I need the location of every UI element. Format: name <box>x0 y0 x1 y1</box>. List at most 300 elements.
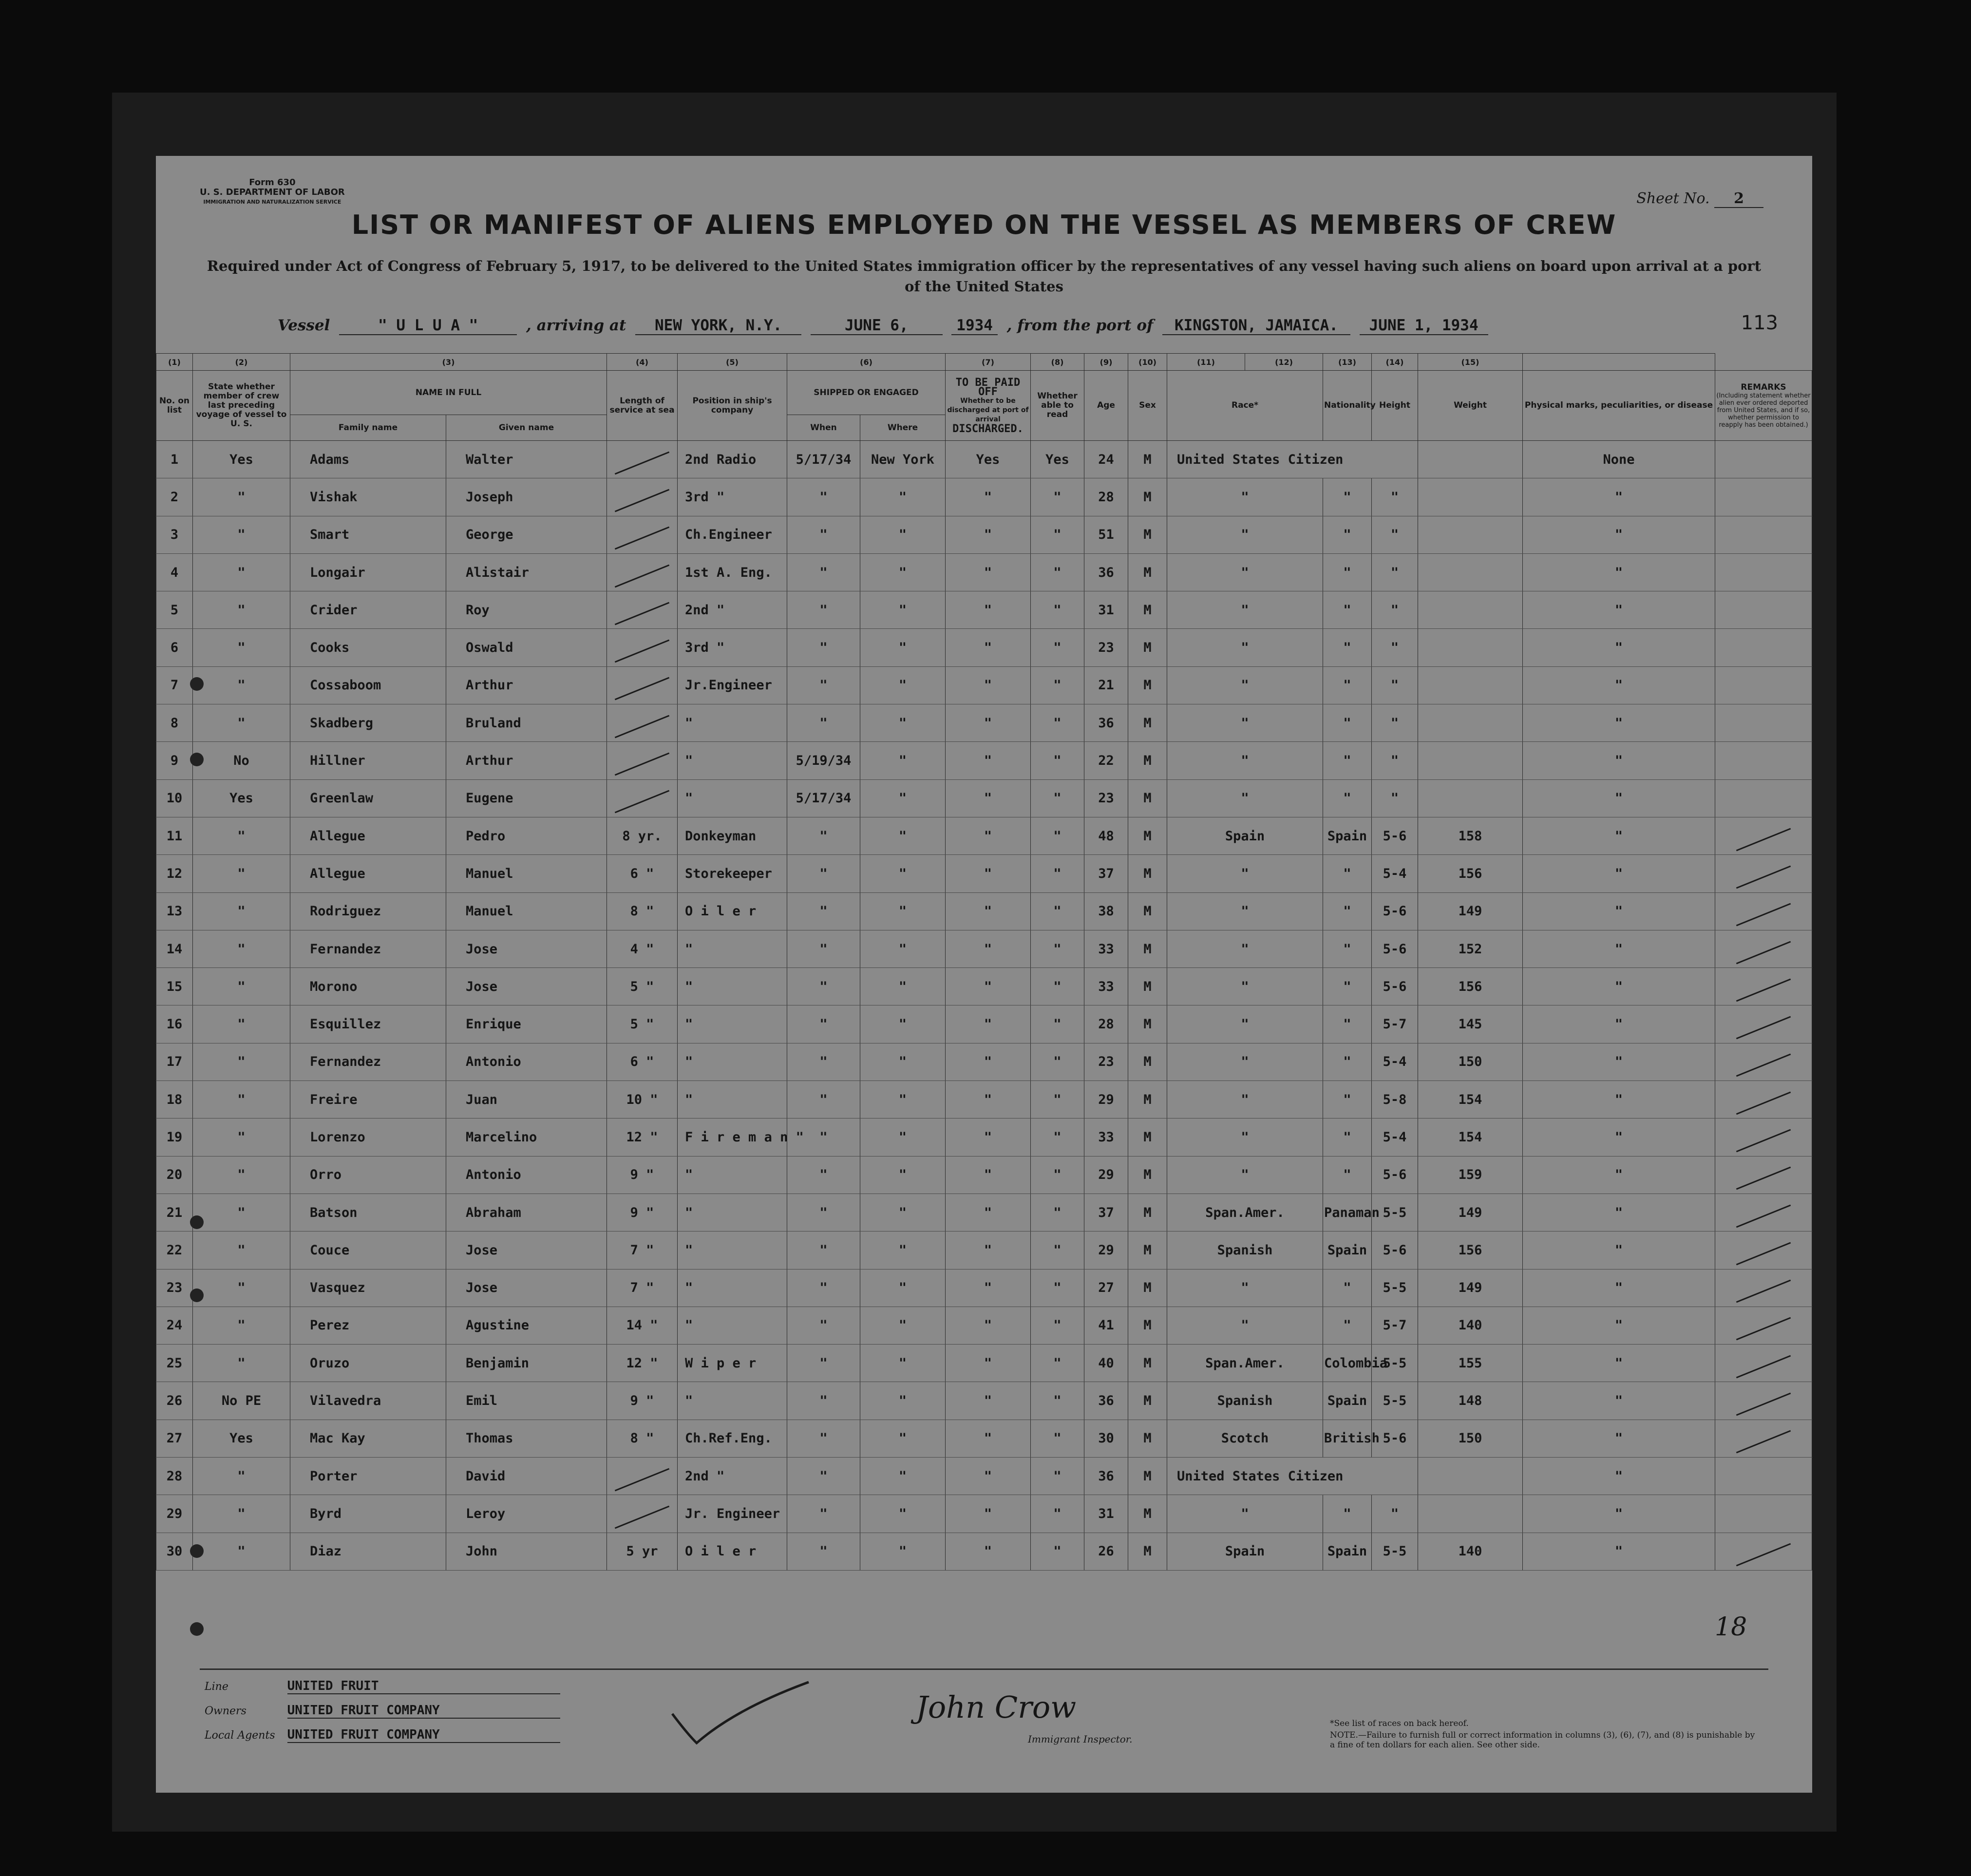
family-name-cell: Oruzo <box>290 1345 446 1382</box>
position-cell: Ch.Engineer <box>678 516 787 553</box>
shipped-when-cell: " <box>787 1533 860 1570</box>
shipped-where-cell: " <box>860 742 946 779</box>
previous-voyage-cell: " <box>193 1495 290 1533</box>
family-name-cell: Longair <box>290 553 446 591</box>
owners-value: UNITED FRUIT COMPANY <box>287 1703 560 1719</box>
header-shipped-or-engaged: SHIPPED OR ENGAGED <box>787 371 946 415</box>
penalty-note: NOTE.—Failure to furnish full or correct information in columns (3), (6), (7), and (8) is punishable by a fine of ten dollars for each alien. See other side. <box>1330 1730 1755 1750</box>
family-name-cell: Orro <box>290 1156 446 1194</box>
weight-cell: 149 <box>1418 892 1523 930</box>
remarks-cell <box>1715 1043 1812 1080</box>
remarks-cell <box>1715 1533 1812 1570</box>
nationality-cell: " <box>1323 1081 1372 1118</box>
row-number-cell: 6 <box>156 629 193 666</box>
check-stroke <box>1736 978 1791 1002</box>
vessel-line <box>278 317 1488 334</box>
able-to-read-cell: " <box>1031 1156 1084 1194</box>
remarks-cell <box>1715 930 1812 967</box>
header-discharged <box>946 371 1031 441</box>
header-row <box>156 371 1812 415</box>
height-cell: 5-6 <box>1372 930 1418 967</box>
age-cell: 28 <box>1084 478 1128 516</box>
length-of-service-cell: 5 " <box>607 968 678 1005</box>
shipped-when-cell: " <box>787 1269 860 1307</box>
arriving-label: , arriving at <box>526 317 626 334</box>
nationality-cell: " <box>1323 779 1372 817</box>
table-row <box>156 1420 1812 1457</box>
check-mark <box>667 1680 814 1748</box>
header-where: Where <box>860 415 946 441</box>
age-cell: 36 <box>1084 553 1128 591</box>
shipped-when-cell: " <box>787 968 860 1005</box>
shipped-where-cell: " <box>860 516 946 553</box>
previous-voyage-cell: " <box>193 817 290 854</box>
physical-marks-cell: " <box>1523 553 1715 591</box>
check-stroke <box>1736 1167 1791 1190</box>
physical-marks-cell: " <box>1523 817 1715 854</box>
sheet-label: Sheet No. <box>1636 190 1710 207</box>
position-cell: " <box>678 968 787 1005</box>
remarks-cell <box>1715 516 1812 553</box>
physical-marks-cell: " <box>1523 591 1715 629</box>
family-name-cell: Esquillez <box>290 1005 446 1043</box>
check-stroke <box>1736 1091 1791 1115</box>
shipped-when-cell: " <box>787 930 860 967</box>
table-row <box>156 779 1812 817</box>
family-name-cell: Cossaboom <box>290 666 446 704</box>
physical-marks-cell: " <box>1523 968 1715 1005</box>
discharged-cell: " <box>946 1533 1031 1570</box>
paid-off-stamp: TO BE PAID OFF <box>955 376 1021 398</box>
able-to-read-cell: " <box>1031 817 1084 854</box>
footer-block <box>200 1668 1768 1767</box>
family-name-cell: Byrd <box>290 1495 446 1533</box>
discharged-cell: " <box>946 930 1031 967</box>
length-of-service-cell: 9 " <box>607 1382 678 1420</box>
check-stroke <box>615 564 669 587</box>
sex-cell: M <box>1128 1458 1167 1495</box>
given-name-cell: Jose <box>446 968 607 1005</box>
crew-rows <box>156 441 1812 1571</box>
sheet-number <box>1636 190 1763 207</box>
race-cell: " <box>1167 968 1323 1005</box>
able-to-read-cell: " <box>1031 1307 1084 1344</box>
remarks-note: (Including statement whether alien ever ordered deported from United States, and if so, whether permission to reapply has been obtained.) <box>1716 392 1811 429</box>
row-number-cell: 27 <box>156 1420 193 1457</box>
age-cell: 26 <box>1084 1533 1128 1570</box>
previous-voyage-cell: " <box>193 553 290 591</box>
discharged-cell: " <box>946 591 1031 629</box>
given-name-cell: Benjamin <box>446 1345 607 1382</box>
tally-number: 18 <box>1715 1612 1747 1642</box>
weight-cell: 156 <box>1418 1232 1523 1269</box>
arrival-date: JUNE 6, <box>811 317 943 335</box>
nationality-cell: " <box>1323 516 1372 553</box>
table-row <box>156 1156 1812 1194</box>
header-no-on-list: No. on list <box>156 371 193 441</box>
remarks-cell <box>1715 1269 1812 1307</box>
physical-marks-cell: " <box>1523 1156 1715 1194</box>
shipped-where-cell: " <box>860 1232 946 1269</box>
column-number-row <box>156 354 1812 371</box>
race-cell: Spanish <box>1167 1382 1323 1420</box>
physical-marks-cell: " <box>1523 704 1715 742</box>
sex-cell: M <box>1128 1307 1167 1344</box>
weight-cell: 149 <box>1418 1269 1523 1307</box>
position-cell: " <box>678 1269 787 1307</box>
given-name-cell: Thomas <box>446 1420 607 1457</box>
previous-voyage-cell: " <box>193 855 290 892</box>
shipped-when-cell: " <box>787 591 860 629</box>
physical-marks-cell: " <box>1523 1269 1715 1307</box>
family-name-cell: Smart <box>290 516 446 553</box>
position-cell: " <box>678 704 787 742</box>
form-number: Form 630 <box>249 177 296 188</box>
shipped-when-cell: " <box>787 892 860 930</box>
position-cell: 3rd " <box>678 478 787 516</box>
nationality-cell: Panaman <box>1323 1194 1372 1231</box>
discharged-cell: " <box>946 779 1031 817</box>
height-cell: " <box>1372 516 1418 553</box>
remarks-cell <box>1715 1232 1812 1269</box>
sex-cell: M <box>1128 1081 1167 1118</box>
height-cell: 5-7 <box>1372 1005 1418 1043</box>
age-cell: 33 <box>1084 930 1128 967</box>
header-age: Age <box>1084 371 1128 441</box>
given-name-cell: Walter <box>446 441 607 478</box>
check-stroke <box>615 1468 669 1491</box>
row-number-cell: 26 <box>156 1382 193 1420</box>
col-num: (3) <box>290 354 607 371</box>
given-name-cell: John <box>446 1533 607 1570</box>
position-cell: Storekeeper <box>678 855 787 892</box>
previous-voyage-cell: " <box>193 1081 290 1118</box>
able-to-read-cell: " <box>1031 516 1084 553</box>
check-stroke <box>1736 866 1791 889</box>
check-stroke <box>1736 1054 1791 1077</box>
shipped-when-cell: " <box>787 666 860 704</box>
sex-cell: M <box>1128 892 1167 930</box>
discharged-cell: " <box>946 516 1031 553</box>
age-cell: 28 <box>1084 1005 1128 1043</box>
nationality-cell: " <box>1323 930 1372 967</box>
check-stroke <box>615 715 669 738</box>
shipped-where-cell: " <box>860 666 946 704</box>
weight-cell: 154 <box>1418 1118 1523 1156</box>
length-of-service-cell: 9 " <box>607 1156 678 1194</box>
position-cell: Jr. Engineer <box>678 1495 787 1533</box>
family-name-cell: Diaz <box>290 1533 446 1570</box>
age-cell: 31 <box>1084 591 1128 629</box>
race-cell: Spain <box>1167 817 1323 854</box>
able-to-read-cell: " <box>1031 1081 1084 1118</box>
previous-voyage-cell: " <box>193 516 290 553</box>
able-to-read-cell: " <box>1031 1458 1084 1495</box>
check-stroke <box>615 753 669 776</box>
height-cell: 5-6 <box>1372 968 1418 1005</box>
document-title: LIST OR MANIFEST OF ALIENS EMPLOYED ON THE VESSEL AS MEMBERS OF CREW <box>351 209 1617 240</box>
remarks-cell <box>1715 742 1812 779</box>
able-to-read-cell: " <box>1031 1345 1084 1382</box>
discharged-cell: " <box>946 1118 1031 1156</box>
table-row <box>156 1194 1812 1231</box>
length-of-service-cell <box>607 666 678 704</box>
header-able-to-read: Whether able to read <box>1031 371 1084 441</box>
discharged-cell: " <box>946 817 1031 854</box>
nationality-cell: " <box>1323 1269 1372 1307</box>
physical-marks-cell: " <box>1523 1458 1715 1495</box>
shipped-where-cell: " <box>860 1118 946 1156</box>
shipped-where-cell: " <box>860 1307 946 1344</box>
nationality-cell: " <box>1323 1307 1372 1344</box>
arrival-year: 1934 <box>951 317 998 335</box>
able-to-read-cell: " <box>1031 968 1084 1005</box>
able-to-read-cell: " <box>1031 1382 1084 1420</box>
position-cell: F i r e m a n " <box>678 1118 787 1156</box>
weight-cell <box>1418 441 1523 478</box>
inspector-signature: John Crow <box>916 1689 1077 1725</box>
able-to-read-cell: " <box>1031 930 1084 967</box>
age-cell: 23 <box>1084 629 1128 666</box>
race-cell: " <box>1167 666 1323 704</box>
header-family-name: Family name <box>290 415 446 441</box>
position-cell: " <box>678 1307 787 1344</box>
row-number-cell: 9 <box>156 742 193 779</box>
shipped-where-cell: " <box>860 553 946 591</box>
able-to-read-cell: " <box>1031 1269 1084 1307</box>
header-position: Position in ship's company <box>678 371 787 441</box>
row-number-cell: 10 <box>156 779 193 817</box>
shipped-where-cell: New York <box>860 441 946 478</box>
height-cell: 5-6 <box>1372 1420 1418 1457</box>
line-label: Line <box>205 1681 228 1693</box>
row-number-cell: 16 <box>156 1005 193 1043</box>
physical-marks-cell: " <box>1523 666 1715 704</box>
position-cell: " <box>678 779 787 817</box>
shipped-where-cell: " <box>860 930 946 967</box>
given-name-cell: Jose <box>446 1232 607 1269</box>
length-of-service-cell: 8 " <box>607 892 678 930</box>
table-row <box>156 1081 1812 1118</box>
table-row <box>156 1269 1812 1307</box>
previous-voyage-cell: " <box>193 930 290 967</box>
race-cell: " <box>1167 779 1323 817</box>
physical-marks-cell: " <box>1523 892 1715 930</box>
physical-marks-cell: " <box>1523 1345 1715 1382</box>
remarks-cell <box>1715 1420 1812 1457</box>
able-to-read-cell: " <box>1031 779 1084 817</box>
able-to-read-cell: " <box>1031 478 1084 516</box>
length-of-service-cell: 10 " <box>607 1081 678 1118</box>
previous-voyage-cell: " <box>193 591 290 629</box>
family-name-cell: Allegue <box>290 817 446 854</box>
length-of-service-cell <box>607 629 678 666</box>
given-name-cell: Eugene <box>446 779 607 817</box>
family-name-cell: Vasquez <box>290 1269 446 1307</box>
race-cell: Span.Amer. <box>1167 1194 1323 1231</box>
sex-cell: M <box>1128 1345 1167 1382</box>
vessel-label: Vessel <box>278 317 330 334</box>
col-num: (4) <box>607 354 678 371</box>
family-name-cell: Hillner <box>290 742 446 779</box>
length-of-service-cell: 7 " <box>607 1269 678 1307</box>
height-cell: " <box>1372 591 1418 629</box>
col-num: (1) <box>156 354 193 371</box>
row-number-cell: 23 <box>156 1269 193 1307</box>
inspector-label: Immigrant Inspector. <box>1028 1733 1133 1745</box>
shipped-when-cell: " <box>787 1495 860 1533</box>
shipped-when-cell: " <box>787 1156 860 1194</box>
nationality-cell: " <box>1323 666 1372 704</box>
able-to-read-cell: " <box>1031 1194 1084 1231</box>
table-row <box>156 704 1812 742</box>
physical-marks-cell: " <box>1523 629 1715 666</box>
row-number-cell: 22 <box>156 1232 193 1269</box>
length-of-service-cell <box>607 704 678 742</box>
family-name-cell: Vilavedra <box>290 1382 446 1420</box>
age-cell: 51 <box>1084 516 1128 553</box>
height-cell: " <box>1372 704 1418 742</box>
shipped-where-cell: " <box>860 779 946 817</box>
sex-cell: M <box>1128 1043 1167 1080</box>
race-cell: United States Citizen <box>1167 441 1418 478</box>
previous-voyage-cell: Yes <box>193 1420 290 1457</box>
position-cell: 3rd " <box>678 629 787 666</box>
physical-marks-cell: " <box>1523 742 1715 779</box>
weight-cell: 149 <box>1418 1194 1523 1231</box>
family-name-cell: Batson <box>290 1194 446 1231</box>
length-of-service-cell <box>607 553 678 591</box>
remarks-cell <box>1715 1345 1812 1382</box>
nationality-cell: " <box>1323 742 1372 779</box>
remarks-cell <box>1715 591 1812 629</box>
race-cell: Spain <box>1167 1533 1323 1570</box>
given-name-cell: Juan <box>446 1081 607 1118</box>
shipped-where-cell: " <box>860 1043 946 1080</box>
check-stroke <box>615 602 669 625</box>
nationality-cell: Spain <box>1323 817 1372 854</box>
height-cell: 5-4 <box>1372 1118 1418 1156</box>
age-cell: 36 <box>1084 1458 1128 1495</box>
table-row <box>156 1533 1812 1570</box>
check-stroke <box>1736 1016 1791 1040</box>
race-cell: " <box>1167 892 1323 930</box>
family-name-cell: Greenlaw <box>290 779 446 817</box>
check-stroke <box>1736 1242 1791 1266</box>
table-row <box>156 817 1812 854</box>
header-physical-marks: Physical marks, peculiarities, or disease <box>1523 371 1715 441</box>
age-cell: 33 <box>1084 1118 1128 1156</box>
height-cell: 5-5 <box>1372 1533 1418 1570</box>
weight-cell: 145 <box>1418 1005 1523 1043</box>
sex-cell: M <box>1128 516 1167 553</box>
family-name-cell: Rodriguez <box>290 892 446 930</box>
age-cell: 37 <box>1084 1194 1128 1231</box>
race-cell: " <box>1167 1005 1323 1043</box>
row-number-cell: 25 <box>156 1345 193 1382</box>
header-previous-voyage: State whether member of crew last preceding voyage of vessel to U. S. <box>193 371 290 441</box>
sex-cell: M <box>1128 817 1167 854</box>
check-stroke <box>1736 1280 1791 1303</box>
previous-voyage-cell: Yes <box>193 441 290 478</box>
previous-voyage-cell: " <box>193 968 290 1005</box>
shipped-when-cell: " <box>787 478 860 516</box>
table-row <box>156 666 1812 704</box>
family-name-cell: Porter <box>290 1458 446 1495</box>
given-name-cell: David <box>446 1458 607 1495</box>
shipped-when-cell: 5/17/34 <box>787 779 860 817</box>
given-name-cell: Jose <box>446 930 607 967</box>
discharged-cell: " <box>946 1081 1031 1118</box>
position-cell: " <box>678 1156 787 1194</box>
header-length-of-service: Length of service at sea <box>607 371 678 441</box>
race-note: *See list of races on back hereof. <box>1330 1719 1469 1728</box>
length-of-service-cell <box>607 742 678 779</box>
position-cell: " <box>678 1005 787 1043</box>
race-cell: " <box>1167 742 1323 779</box>
previous-voyage-cell: " <box>193 1118 290 1156</box>
shipped-when-cell: 5/17/34 <box>787 441 860 478</box>
able-to-read-cell: " <box>1031 704 1084 742</box>
header-when: When <box>787 415 860 441</box>
check-stroke <box>1736 1204 1791 1228</box>
col-num: (8) <box>1031 354 1084 371</box>
discharged-cell: " <box>946 892 1031 930</box>
shipped-when-cell: " <box>787 1118 860 1156</box>
physical-marks-cell: " <box>1523 1307 1715 1344</box>
departure-port: KINGSTON, JAMAICA. <box>1162 317 1350 335</box>
age-cell: 36 <box>1084 704 1128 742</box>
table-row <box>156 1043 1812 1080</box>
position-cell: " <box>678 1081 787 1118</box>
discharged-cell: " <box>946 855 1031 892</box>
height-cell: " <box>1372 666 1418 704</box>
physical-marks-cell: " <box>1523 1005 1715 1043</box>
header-name-in-full: NAME IN FULL <box>290 371 607 415</box>
shipped-where-cell: " <box>860 1495 946 1533</box>
family-name-cell: Mac Kay <box>290 1420 446 1457</box>
previous-voyage-cell: " <box>193 1533 290 1570</box>
weight-cell <box>1418 742 1523 779</box>
table-row <box>156 930 1812 967</box>
remarks-cell <box>1715 1382 1812 1420</box>
agents-field <box>205 1727 560 1743</box>
check-stroke <box>1736 1430 1791 1454</box>
from-port-label: , from the port of <box>1006 317 1154 334</box>
position-cell: Ch.Ref.Eng. <box>678 1420 787 1457</box>
able-to-read-cell: Yes <box>1031 441 1084 478</box>
length-of-service-cell <box>607 591 678 629</box>
race-cell: " <box>1167 704 1323 742</box>
race-cell: Spanish <box>1167 1232 1323 1269</box>
sheet-value: 2 <box>1714 190 1763 208</box>
previous-voyage-cell: " <box>193 1043 290 1080</box>
page-number: 113 <box>1741 312 1778 334</box>
discharged-cell: " <box>946 1458 1031 1495</box>
nationality-cell: Spain <box>1323 1382 1372 1420</box>
given-name-cell: Marcelino <box>446 1118 607 1156</box>
col-num: (14) <box>1372 354 1418 371</box>
remarks-cell <box>1715 441 1812 478</box>
given-name-cell: Antonio <box>446 1156 607 1194</box>
height-cell: " <box>1372 742 1418 779</box>
age-cell: 23 <box>1084 779 1128 817</box>
previous-voyage-cell: " <box>193 1269 290 1307</box>
sex-cell: M <box>1128 1005 1167 1043</box>
family-name-cell: Fernandez <box>290 930 446 967</box>
row-number-cell: 21 <box>156 1194 193 1231</box>
discharged-cell: " <box>946 1005 1031 1043</box>
